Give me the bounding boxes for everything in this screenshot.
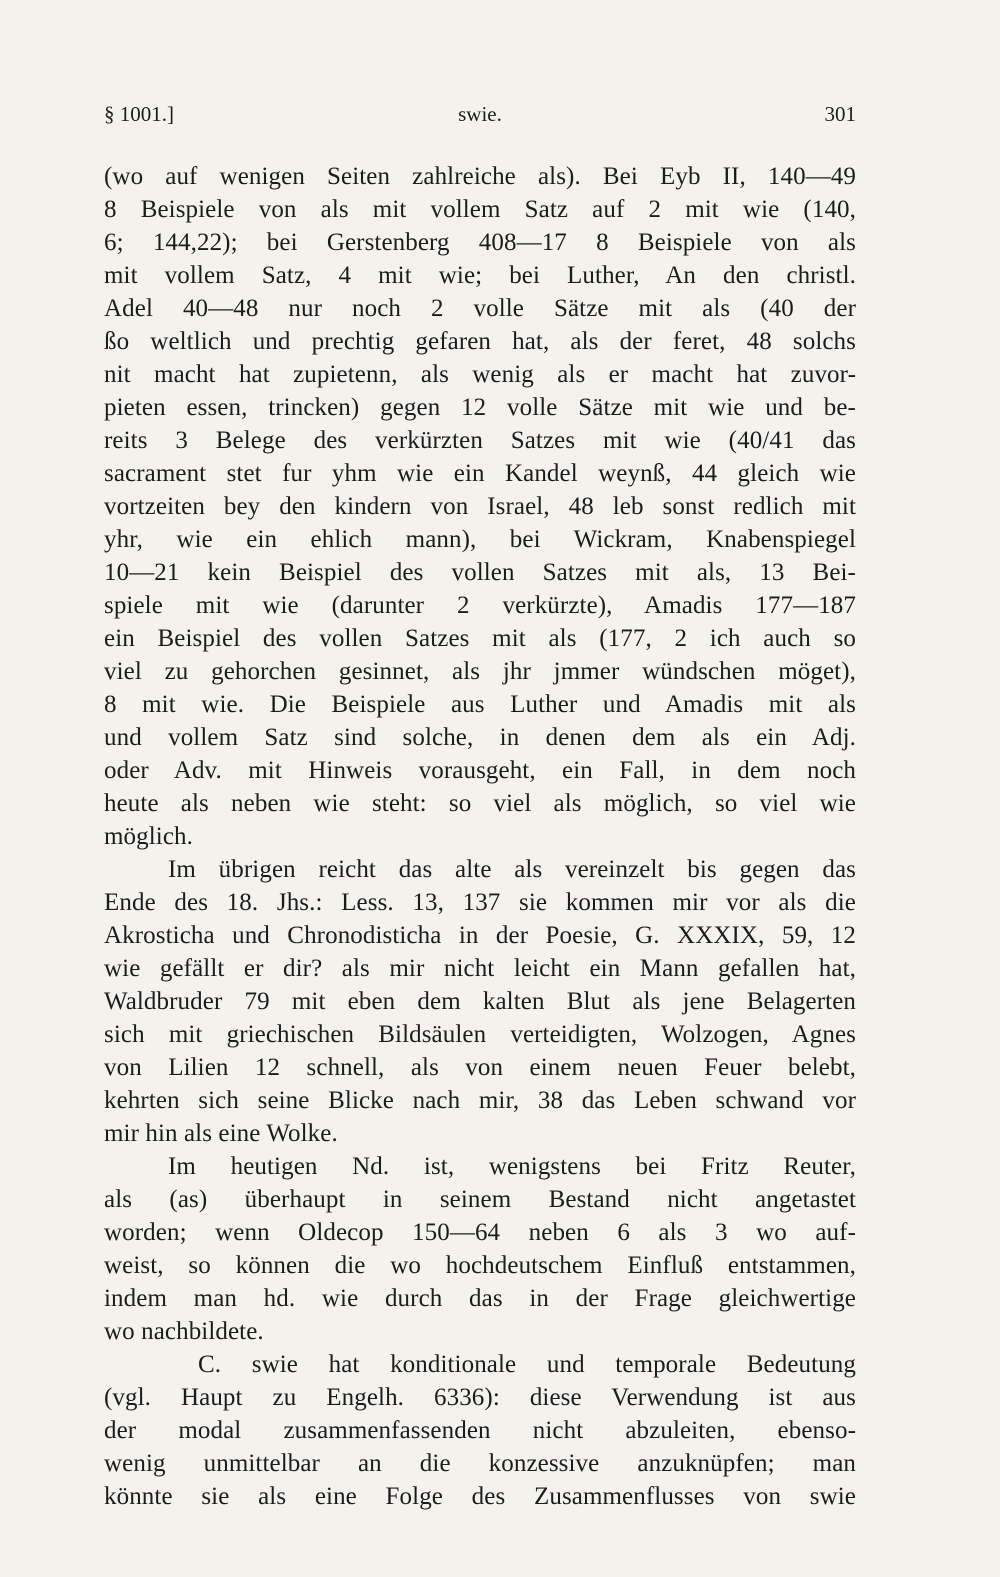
text-line: spiele mit wie (darunter 2 verkürzte), Amadis 177—187 (104, 592, 856, 619)
text-line: oder Adv. mit Hinweis vorausgeht, ein Fall, in dem noch (104, 757, 856, 784)
text-line: Akrosticha und Chronodisticha in der Poesie, G. XXXIX, 59, 12 (104, 922, 856, 949)
text-line: yhr, wie ein ehlich mann), bei Wickram, Knabenspiegel (104, 526, 856, 553)
text-line: sich mit griechischen Bildsäulen verteidigten, Wolzogen, Agnes (104, 1021, 856, 1048)
text-line: Adel 40—48 nur noch 2 volle Sätze mit als (40 der (104, 295, 856, 322)
text-line: möglich. (104, 823, 193, 850)
running-title: swie. (458, 102, 502, 126)
text-line: mit vollem Satz, 4 mit wie; bei Luther, An den christl. (104, 262, 856, 289)
text-line: (wo auf wenigen Seiten zahlreiche als). Bei Eyb II, 140—49 (104, 163, 856, 190)
text-line: 8 Beispiele von als mit vollem Satz auf 2 mit wie (140, (104, 196, 856, 223)
text-line: kehrten sich seine Blicke nach mir, 38 das Leben schwand vor (104, 1087, 856, 1114)
text-line: Ende des 18. Jhs.: Less. 13, 137 sie kommen mir vor als die (104, 889, 856, 916)
text-line: vortzeiten bey den kindern von Israel, 48 leb sonst redlich mit (104, 493, 856, 520)
text-line: wo nachbildete. (104, 1318, 264, 1345)
paragraph-start-line: Im übrigen reicht das alte als vereinzelt bis gegen das (168, 856, 856, 883)
text-line: ßo weltlich und prechtig gefaren hat, als der feret, 48 solchs (104, 328, 856, 355)
text-line: 6; 144,22); bei Gerstenberg 408—17 8 Beispiele von als (104, 229, 856, 256)
paragraph-start-line: C. swie hat konditionale und temporale Bedeutung (198, 1351, 856, 1378)
text-line: und vollem Satz sind solche, in denen dem als ein Adj. (104, 724, 856, 751)
running-header (104, 102, 856, 134)
text-line: wie gefällt er dir? als mir nicht leicht ein Mann gefallen hat, (104, 955, 856, 982)
text-line: heute als neben wie steht: so viel als möglich, so viel wie (104, 790, 856, 817)
text-line: der modal zusammenfassenden nicht abzuleiten, ebenso- (104, 1417, 856, 1444)
text-line: von Lilien 12 schnell, als von einem neuen Feuer belebt, (104, 1054, 856, 1081)
text-line: nit macht hat zupietenn, als wenig als er macht hat zuvor- (104, 361, 856, 388)
text-line: könnte sie als eine Folge des Zusammenflusses von swie (104, 1483, 856, 1510)
text-line: weist, so können die wo hochdeutschem Einfluß entstammen, (104, 1252, 856, 1279)
text-line: sacrament stet fur yhm wie ein Kandel weynß, 44 gleich wie (104, 460, 856, 487)
text-line: 10—21 kein Beispiel des vollen Satzes mit als, 13 Bei- (104, 559, 856, 586)
text-line: mir hin als eine Wolke. (104, 1120, 338, 1147)
body-text (104, 160, 856, 1513)
text-line: als (as) überhaupt in seinem Bestand nicht angetastet (104, 1186, 856, 1213)
paragraph-start-line: Im heutigen Nd. ist, wenigstens bei Fritz Reuter, (168, 1153, 856, 1180)
text-line: reits 3 Belege des verkürzten Satzes mit wie (40/41 das (104, 427, 856, 454)
text-line: Waldbruder 79 mit eben dem kalten Blut als jene Belagerten (104, 988, 856, 1015)
page-number: 301 (824, 102, 856, 126)
section-reference: § 1001.] (104, 102, 174, 126)
text-line: viel zu gehorchen gesinnet, als jhr jmmer wündschen möget), (104, 658, 856, 685)
text-line: ein Beispiel des vollen Satzes mit als (177, 2 ich auch so (104, 625, 856, 652)
text-line: pieten essen, trincken) gegen 12 volle Sätze mit wie und be- (104, 394, 856, 421)
text-line: (vgl. Haupt zu Engelh. 6336): diese Verwendung ist aus (104, 1384, 856, 1411)
text-line: 8 mit wie. Die Beispiele aus Luther und Amadis mit als (104, 691, 856, 718)
text-line: indem man hd. wie durch das in der Frage gleichwertige (104, 1285, 856, 1312)
text-line: worden; wenn Oldecop 150—64 neben 6 als 3 wo auf- (104, 1219, 856, 1246)
text-line: wenig unmittelbar an die konzessive anzuknüpfen; man (104, 1450, 856, 1477)
